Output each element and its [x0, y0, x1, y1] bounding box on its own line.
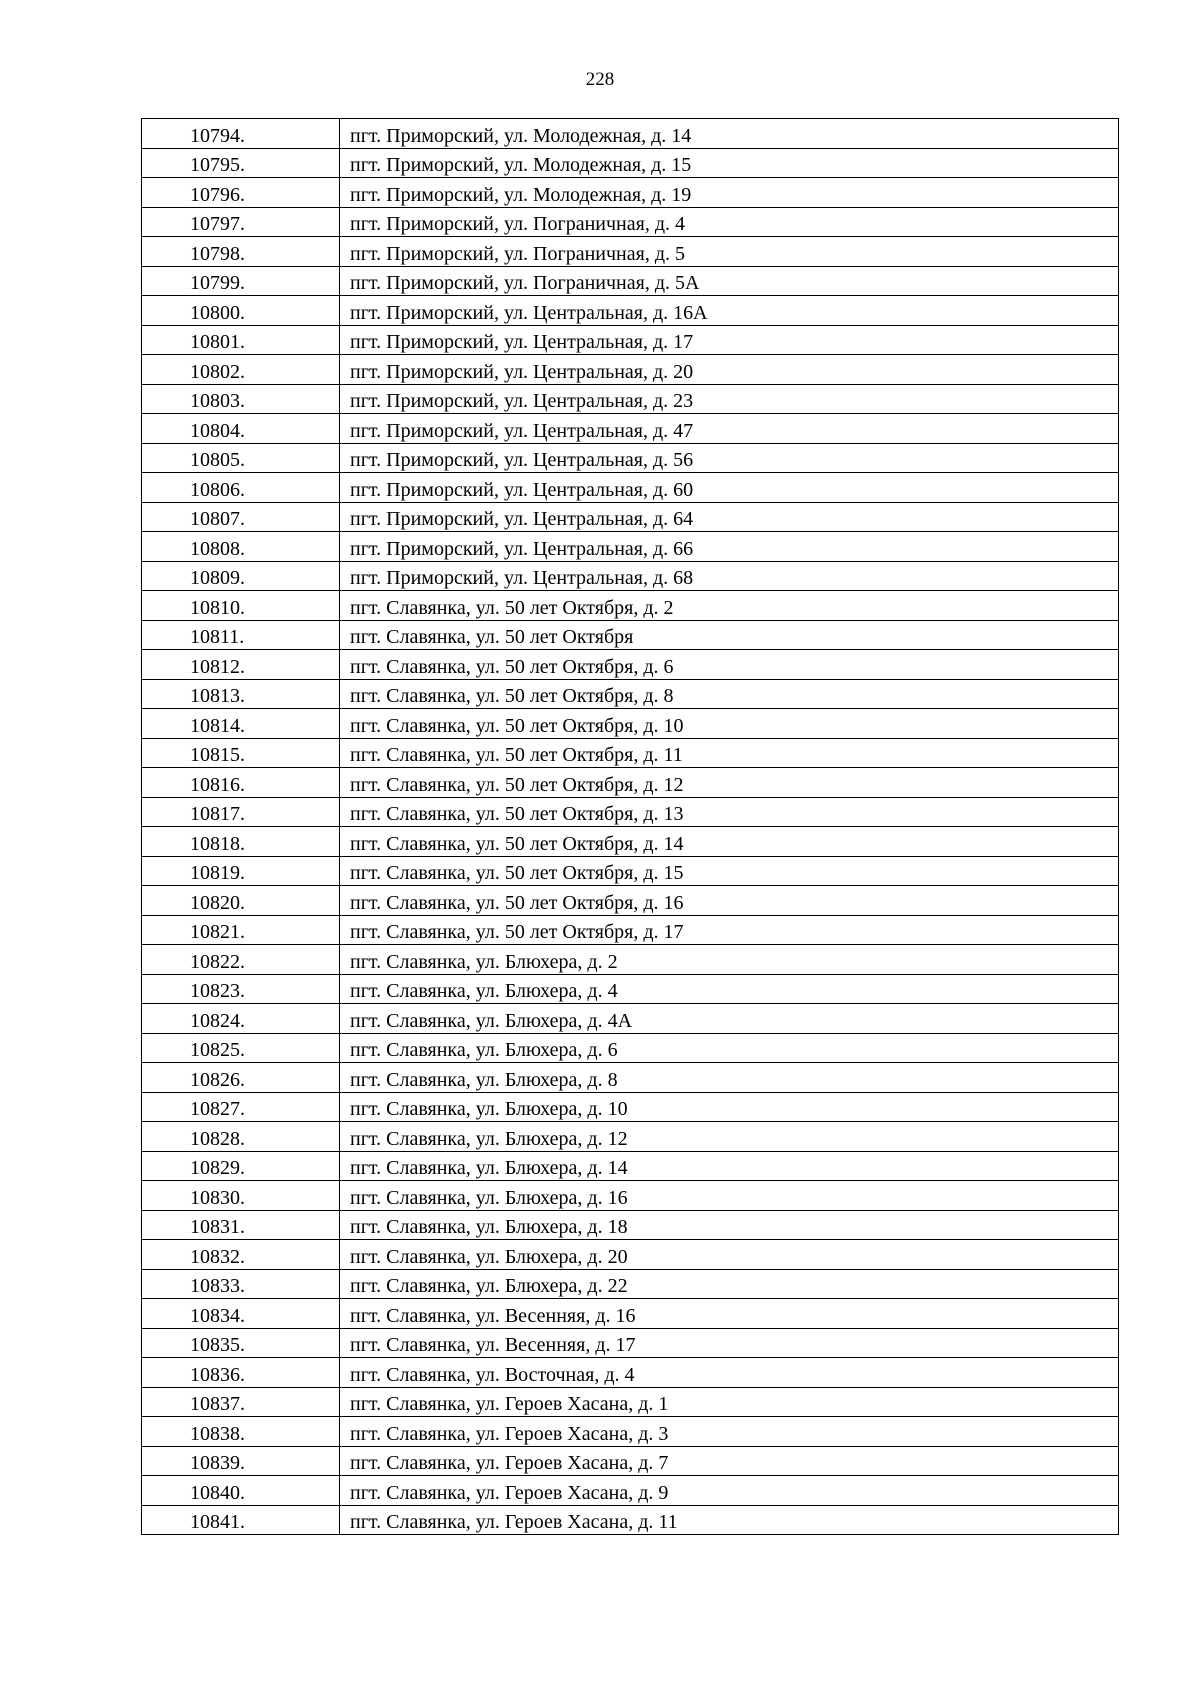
row-address: пгт. Славянка, ул. 50 лет Октября, д. 16 — [340, 886, 1119, 916]
row-number: 10816. — [142, 768, 340, 798]
table-row — [142, 1358, 1119, 1388]
row-address: пгт. Приморский, ул. Центральная, д. 23 — [340, 384, 1119, 414]
row-address: пгт. Приморский, ул. Центральная, д. 60 — [340, 473, 1119, 503]
row-address: пгт. Приморский, ул. Молодежная, д. 15 — [340, 148, 1119, 178]
table-row — [142, 915, 1119, 945]
table-row — [142, 620, 1119, 650]
row-number: 10810. — [142, 591, 340, 621]
table-row — [142, 414, 1119, 444]
row-number: 10800. — [142, 296, 340, 326]
row-address: пгт. Славянка, ул. Блюхера, д. 4 — [340, 974, 1119, 1004]
table-row — [142, 827, 1119, 857]
row-number: 10835. — [142, 1328, 340, 1358]
row-address: пгт. Славянка, ул. Блюхера, д. 18 — [340, 1210, 1119, 1240]
row-address: пгт. Приморский, ул. Молодежная, д. 14 — [340, 119, 1119, 149]
table-row — [142, 679, 1119, 709]
row-number: 10812. — [142, 650, 340, 680]
table-row — [142, 1151, 1119, 1181]
row-number: 10819. — [142, 856, 340, 886]
row-number: 10795. — [142, 148, 340, 178]
row-number: 10807. — [142, 502, 340, 532]
row-number: 10801. — [142, 325, 340, 355]
row-address: пгт. Славянка, ул. Блюхера, д. 14 — [340, 1151, 1119, 1181]
row-address: пгт. Приморский, ул. Центральная, д. 56 — [340, 443, 1119, 473]
address-table-body — [142, 119, 1119, 1535]
row-address: пгт. Приморский, ул. Центральная, д. 68 — [340, 561, 1119, 591]
row-address: пгт. Приморский, ул. Центральная, д. 17 — [340, 325, 1119, 355]
table-row — [142, 650, 1119, 680]
row-address: пгт. Приморский, ул. Пограничная, д. 4 — [340, 207, 1119, 237]
row-number: 10799. — [142, 266, 340, 296]
row-number: 10818. — [142, 827, 340, 857]
row-address: пгт. Славянка, ул. Героев Хасана, д. 11 — [340, 1505, 1119, 1535]
row-address: пгт. Славянка, ул. 50 лет Октября, д. 6 — [340, 650, 1119, 680]
row-number: 10833. — [142, 1269, 340, 1299]
row-address: пгт. Славянка, ул. 50 лет Октября — [340, 620, 1119, 650]
row-number: 10840. — [142, 1476, 340, 1506]
row-address: пгт. Приморский, ул. Центральная, д. 66 — [340, 532, 1119, 562]
table-row — [142, 768, 1119, 798]
row-address: пгт. Славянка, ул. Весенняя, д. 17 — [340, 1328, 1119, 1358]
row-number: 10805. — [142, 443, 340, 473]
row-address: пгт. Приморский, ул. Центральная, д. 64 — [340, 502, 1119, 532]
row-number: 10815. — [142, 738, 340, 768]
row-number: 10811. — [142, 620, 340, 650]
row-address: пгт. Славянка, ул. Блюхера, д. 8 — [340, 1063, 1119, 1093]
row-address: пгт. Славянка, ул. Героев Хасана, д. 1 — [340, 1387, 1119, 1417]
table-row — [142, 591, 1119, 621]
table-row — [142, 1505, 1119, 1535]
row-address: пгт. Славянка, ул. Героев Хасана, д. 9 — [340, 1476, 1119, 1506]
row-number: 10822. — [142, 945, 340, 975]
table-row — [142, 207, 1119, 237]
row-address: пгт. Славянка, ул. 50 лет Октября, д. 12 — [340, 768, 1119, 798]
table-row — [142, 355, 1119, 385]
row-number: 10797. — [142, 207, 340, 237]
row-number: 10826. — [142, 1063, 340, 1093]
table-row — [142, 532, 1119, 562]
table-row — [142, 886, 1119, 916]
row-number: 10827. — [142, 1092, 340, 1122]
table-row — [142, 709, 1119, 739]
row-address: пгт. Славянка, ул. Блюхера, д. 16 — [340, 1181, 1119, 1211]
row-number: 10839. — [142, 1446, 340, 1476]
table-row — [142, 296, 1119, 326]
row-number: 10798. — [142, 237, 340, 267]
table-row — [142, 502, 1119, 532]
row-number: 10831. — [142, 1210, 340, 1240]
row-address: пгт. Приморский, ул. Пограничная, д. 5А — [340, 266, 1119, 296]
table-row — [142, 443, 1119, 473]
table-row — [142, 1004, 1119, 1034]
row-address: пгт. Славянка, ул. 50 лет Октября, д. 8 — [340, 679, 1119, 709]
row-address: пгт. Приморский, ул. Пограничная, д. 5 — [340, 237, 1119, 267]
row-address: пгт. Приморский, ул. Молодежная, д. 19 — [340, 178, 1119, 208]
table-row — [142, 119, 1119, 149]
row-address: пгт. Славянка, ул. Героев Хасана, д. 7 — [340, 1446, 1119, 1476]
row-address: пгт. Славянка, ул. Блюхера, д. 2 — [340, 945, 1119, 975]
table-row — [142, 1122, 1119, 1152]
table-row — [142, 738, 1119, 768]
row-number: 10820. — [142, 886, 340, 916]
row-address: пгт. Славянка, ул. 50 лет Октября, д. 13 — [340, 797, 1119, 827]
table-row — [142, 1446, 1119, 1476]
table-row — [142, 561, 1119, 591]
row-number: 10824. — [142, 1004, 340, 1034]
row-address: пгт. Славянка, ул. Блюхера, д. 6 — [340, 1033, 1119, 1063]
row-number: 10841. — [142, 1505, 340, 1535]
row-number: 10821. — [142, 915, 340, 945]
row-number: 10808. — [142, 532, 340, 562]
table-row — [142, 178, 1119, 208]
table-row — [142, 1387, 1119, 1417]
table-row — [142, 1299, 1119, 1329]
row-address: пгт. Славянка, ул. Блюхера, д. 22 — [340, 1269, 1119, 1299]
table-row — [142, 1210, 1119, 1240]
row-address: пгт. Славянка, ул. Блюхера, д. 4А — [340, 1004, 1119, 1034]
table-row — [142, 1269, 1119, 1299]
row-address: пгт. Славянка, ул. 50 лет Октября, д. 11 — [340, 738, 1119, 768]
row-number: 10796. — [142, 178, 340, 208]
row-address: пгт. Славянка, ул. 50 лет Октября, д. 15 — [340, 856, 1119, 886]
row-address: пгт. Приморский, ул. Центральная, д. 20 — [340, 355, 1119, 385]
row-address: пгт. Славянка, ул. Восточная, д. 4 — [340, 1358, 1119, 1388]
row-address: пгт. Славянка, ул. 50 лет Октября, д. 10 — [340, 709, 1119, 739]
row-number: 10832. — [142, 1240, 340, 1270]
table-row — [142, 237, 1119, 267]
row-number: 10817. — [142, 797, 340, 827]
page-number: 228 — [585, 69, 615, 90]
row-number: 10814. — [142, 709, 340, 739]
table-row — [142, 945, 1119, 975]
table-row — [142, 325, 1119, 355]
table-row — [142, 1092, 1119, 1122]
table-row — [142, 1417, 1119, 1447]
row-number: 10794. — [142, 119, 340, 149]
row-address: пгт. Приморский, ул. Центральная, д. 47 — [340, 414, 1119, 444]
table-row — [142, 1181, 1119, 1211]
row-number: 10825. — [142, 1033, 340, 1063]
table-row — [142, 856, 1119, 886]
row-number: 10836. — [142, 1358, 340, 1388]
row-address: пгт. Славянка, ул. 50 лет Октября, д. 17 — [340, 915, 1119, 945]
table-row — [142, 974, 1119, 1004]
table-row — [142, 1033, 1119, 1063]
row-number: 10809. — [142, 561, 340, 591]
row-address: пгт. Славянка, ул. 50 лет Октября, д. 2 — [340, 591, 1119, 621]
row-number: 10823. — [142, 974, 340, 1004]
row-address: пгт. Славянка, ул. Блюхера, д. 12 — [340, 1122, 1119, 1152]
row-address: пгт. Славянка, ул. Героев Хасана, д. 3 — [340, 1417, 1119, 1447]
row-number: 10837. — [142, 1387, 340, 1417]
table-row — [142, 384, 1119, 414]
table-row — [142, 797, 1119, 827]
row-address: пгт. Приморский, ул. Центральная, д. 16А — [340, 296, 1119, 326]
row-number: 10828. — [142, 1122, 340, 1152]
address-table — [141, 118, 1119, 1535]
table-row — [142, 148, 1119, 178]
table-row — [142, 266, 1119, 296]
table-row — [142, 473, 1119, 503]
row-number: 10806. — [142, 473, 340, 503]
row-address: пгт. Славянка, ул. Весенняя, д. 16 — [340, 1299, 1119, 1329]
row-address: пгт. Славянка, ул. Блюхера, д. 20 — [340, 1240, 1119, 1270]
row-number: 10802. — [142, 355, 340, 385]
row-number: 10830. — [142, 1181, 340, 1211]
row-number: 10834. — [142, 1299, 340, 1329]
table-row — [142, 1063, 1119, 1093]
row-number: 10829. — [142, 1151, 340, 1181]
table-row — [142, 1328, 1119, 1358]
row-address: пгт. Славянка, ул. 50 лет Октября, д. 14 — [340, 827, 1119, 857]
table-row — [142, 1240, 1119, 1270]
table-row — [142, 1476, 1119, 1506]
row-number: 10803. — [142, 384, 340, 414]
row-number: 10804. — [142, 414, 340, 444]
row-address: пгт. Славянка, ул. Блюхера, д. 10 — [340, 1092, 1119, 1122]
row-number: 10813. — [142, 679, 340, 709]
row-number: 10838. — [142, 1417, 340, 1447]
